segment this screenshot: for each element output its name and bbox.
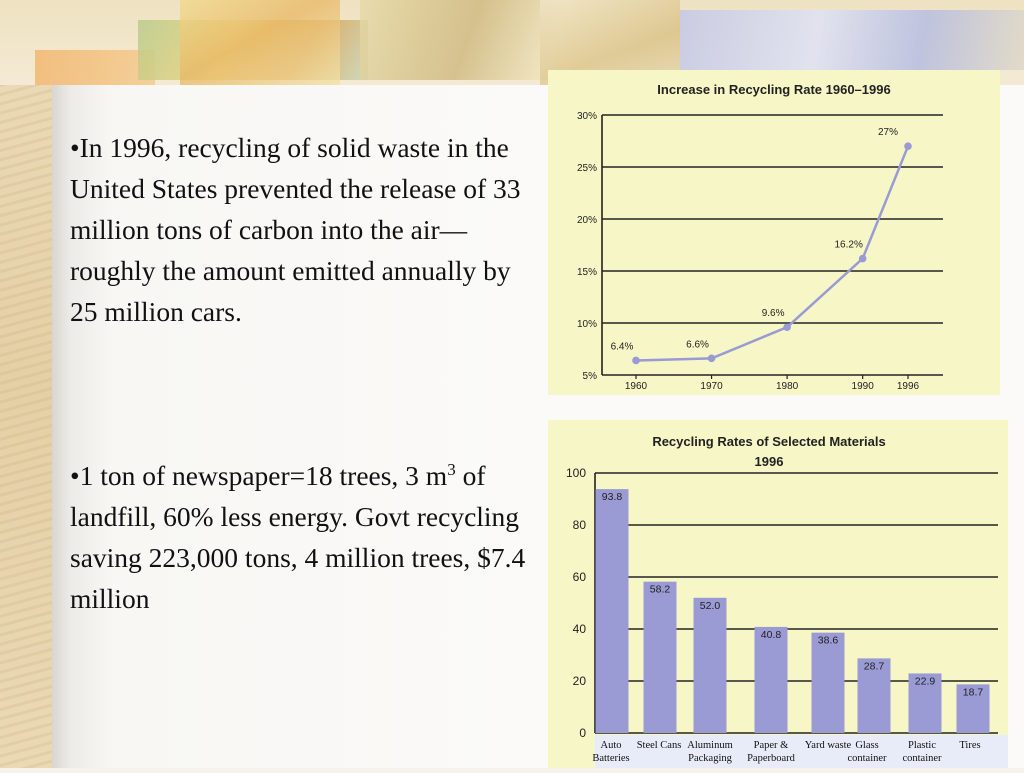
bar-category-label: Aluminum Packaging bbox=[687, 740, 733, 764]
bar bbox=[644, 582, 677, 733]
line-data-label: 6.4% bbox=[610, 341, 634, 353]
bar-y-tick-label: 80 bbox=[572, 518, 586, 532]
materials-bar-chart bbox=[548, 420, 1008, 768]
line-x-tick-label: 1996 bbox=[896, 381, 920, 392]
bar-y-tick-label: 20 bbox=[572, 674, 586, 688]
bar bbox=[755, 627, 788, 733]
bar-value-label: 38.6 bbox=[817, 634, 839, 647]
bar bbox=[596, 489, 629, 733]
line-data-label: 9.6% bbox=[761, 308, 785, 320]
line-data-point bbox=[859, 255, 867, 263]
line-series bbox=[636, 146, 908, 360]
line-data-label: 16.2% bbox=[834, 239, 863, 251]
bullet-newspaper-facts bbox=[70, 455, 540, 619]
line-x-tick-label: 1980 bbox=[775, 381, 799, 392]
bar-y-tick-label: 60 bbox=[572, 570, 586, 584]
banner-leaf-tile bbox=[680, 10, 1024, 70]
line-data-label: 6.6% bbox=[686, 339, 709, 351]
line-y-tick-label: 25% bbox=[576, 163, 597, 174]
bar bbox=[694, 598, 727, 733]
bar bbox=[812, 633, 845, 733]
bar-value-label: 28.7 bbox=[863, 660, 885, 673]
bar-value-label: 52.0 bbox=[699, 599, 721, 612]
bar-category-label: Steel Cans bbox=[636, 740, 682, 751]
bar-value-label: 93.8 bbox=[601, 491, 623, 504]
bar-value-label: 40.8 bbox=[760, 628, 782, 641]
bar-category-label: Auto Batteries bbox=[592, 740, 630, 764]
line-data-point bbox=[708, 355, 716, 363]
bullet-newspaper-text-a: •1 ton of newspaper=18 trees, 3 m bbox=[70, 460, 448, 491]
bar-value-label: 58.2 bbox=[649, 583, 671, 596]
bar-category-label: Paper & Paperboard bbox=[747, 740, 795, 764]
bar-category-label: Plastic container bbox=[902, 740, 942, 764]
line-x-tick-label: 1960 bbox=[624, 381, 648, 392]
bar-category-label: Glass container bbox=[847, 740, 887, 764]
line-data-point bbox=[904, 142, 912, 150]
bar-category-label: Tires bbox=[959, 740, 981, 751]
bar-y-tick-label: 0 bbox=[579, 726, 586, 740]
parchment-sidebar bbox=[0, 0, 52, 768]
bar-chart-title-line1: Recycling Rates of Selected Materials bbox=[652, 434, 886, 449]
line-data-label: 27% bbox=[877, 127, 899, 139]
recycling-rate-line-chart bbox=[548, 70, 1000, 395]
line-y-tick-label: 5% bbox=[582, 371, 597, 382]
line-data-point bbox=[632, 357, 640, 365]
line-chart-title: Increase in Recycling Rate 1960–1996 bbox=[657, 82, 891, 97]
line-x-tick-label: 1990 bbox=[851, 381, 874, 392]
bullet-carbon-savings: •In 1996, recycling of solid waste in the United States prevented the release of 33 million tons of carbon into the air—roughly the amount emitted annually by 25 million cars. bbox=[70, 132, 521, 327]
banner-leaf-tile bbox=[180, 0, 340, 85]
line-chart-panel bbox=[548, 70, 1000, 395]
bar-y-tick-label: 40 bbox=[572, 622, 586, 636]
line-y-tick-label: 10% bbox=[576, 319, 597, 330]
banner-leaf-tile bbox=[35, 50, 155, 85]
line-y-tick-label: 15% bbox=[576, 267, 597, 278]
line-data-point bbox=[783, 323, 791, 331]
bullet-newspaper-text-b: of landfill, 60% less energy. Govt recycling saving 223,000 tons, 4 million trees, $7.4 million bbox=[70, 460, 526, 614]
line-y-tick-label: 30% bbox=[576, 111, 597, 122]
bar-y-tick-label: 100 bbox=[565, 466, 586, 480]
bar-value-label: 18.7 bbox=[962, 686, 984, 699]
bar-chart-panel bbox=[548, 420, 1008, 768]
bar-category-label: Yard waste bbox=[804, 740, 852, 751]
bar-chart-title-line2: 1996 bbox=[754, 454, 784, 469]
line-y-tick-label: 20% bbox=[576, 215, 597, 226]
bar-value-label: 22.9 bbox=[914, 675, 936, 688]
line-x-tick-label: 1970 bbox=[700, 381, 723, 392]
cubic-superscript: 3 bbox=[447, 459, 456, 479]
